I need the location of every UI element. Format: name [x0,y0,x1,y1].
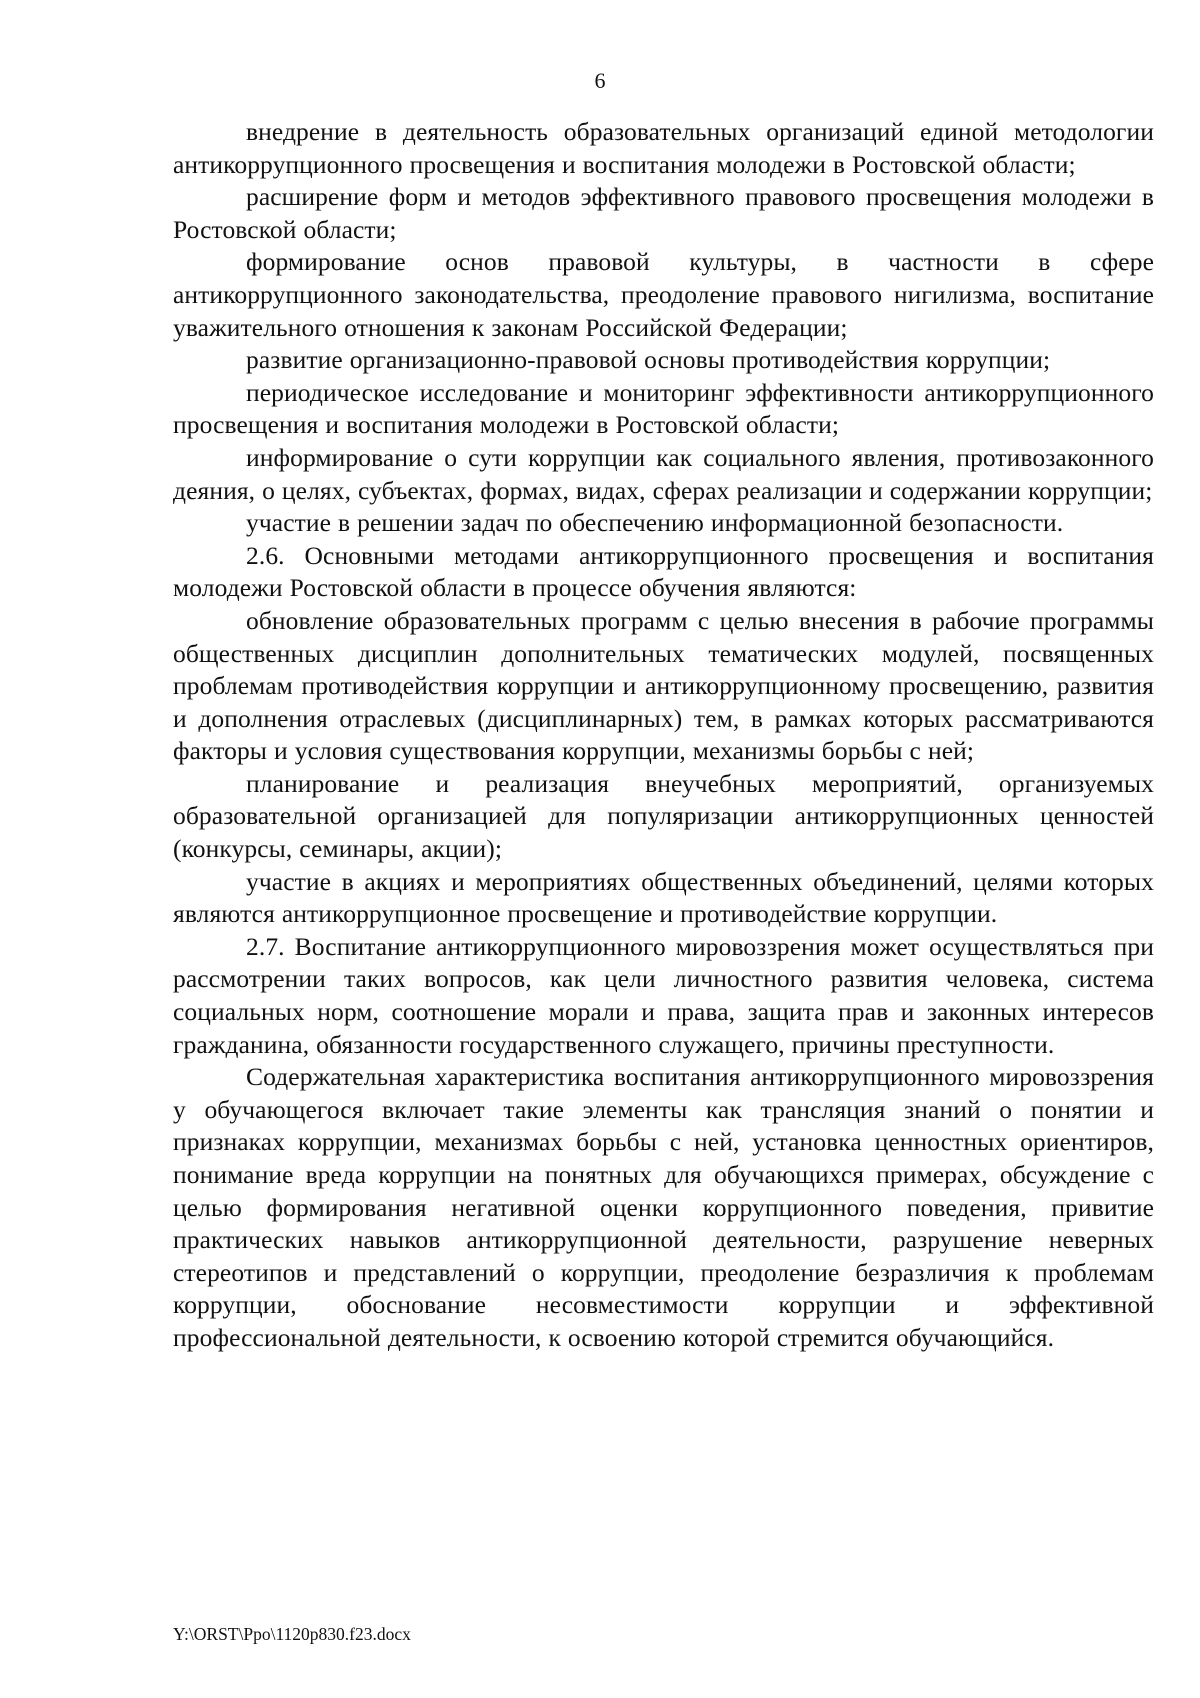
paragraph-11: участие в акциях и мероприятиях общественных объединений, целями которых являются антикоррупционное просвещение и противодействие коррупции. [173,866,1154,929]
paragraph-12: 2.7. Воспитание антикоррупционного мировоззрения может осуществляться при рассмотрении таких вопросов, как цели личностного развития человека, система социальных норм, соотношение морали и права, защита прав и законных интересов гражданина, обязанности государственного служащего, причины преступности. [173,931,1154,1059]
page-number: 6 [594,68,606,93]
paragraph-10: планирование и реализация внеучебных мероприятий, организуемых образовательной организацией для популяризации антикоррупционных ценностей (конкурсы, семинары, акции); [173,768,1154,864]
paragraph-7: участие в решении задач по обеспечению информационной безопасности. [246,508,1064,538]
paragraph-8: 2.6. Основными методами антикоррупционного просвещения и воспитания молодежи Ростовской области в процессе обучения являются: [173,540,1154,603]
footer-file-path: Y:\ORST\Ppo\1120p830.f23.docx [173,1624,411,1644]
paragraph-9: обновление образовательных программ с целью внесения в рабочие программы общественных дисциплин дополнительных тематических модулей, посвященных проблемам противодействия коррупции и антикоррупционному просвещению, развития и дополнения отраслевых (дисциплинарных) тем, в рамках которых рассматриваются факторы и условия существования коррупции, механизмы борьбы с ней; [173,605,1154,766]
paragraph-5: периодическое исследование и мониторинг эффективности антикоррупционного просвещения и воспитания молодежи в Ростовской области; [173,377,1154,440]
paragraph-13: Содержательная характеристика воспитания антикоррупционного мировоззрения у обучающегося включает такие элементы как трансляция знаний о понятии и признаках коррупции, механизмах борьбы с ней, установка ценностных ориентиров, понимание вреда коррупции на понятных для обучающихся примерах, обсуждение с целью формирования негативной оценки коррупционного поведения, привитие практических навыков антикоррупционной деятельности, разрушение неверных стереотипов и представлений о коррупции, преодоление безразличия к проблемам коррупции, обоснование несовместимости коррупции и эффективной профессиональной деятельности, к освоению которой стремится обучающийся. [173,1062,1154,1352]
paragraph-2: расширение форм и методов эффективного правового просвещения молодежи в Ростовской области; [173,182,1154,244]
paragraph-4: развитие организационно-правовой основы противодействия коррупции; [246,345,1051,375]
paragraph-1: внедрение в деятельность образовательных организаций единой методологии антикоррупционного просвещения и воспитания молодежи в Ростовской области; [173,117,1154,179]
paragraph-3: формирование основ правовой культуры, в частности в сфере антикоррупционного законодательства, преодоление правового нигилизма, воспитание уважительного отношения к законам Российской Федерации; [173,247,1154,342]
paragraph-6: информирование о сути коррупции как социального явления, противозаконного деяния, о целях, субъектах, формах, видах, сферах реализации и содержании коррупции; [173,442,1154,505]
document-body [173,116,1154,1355]
